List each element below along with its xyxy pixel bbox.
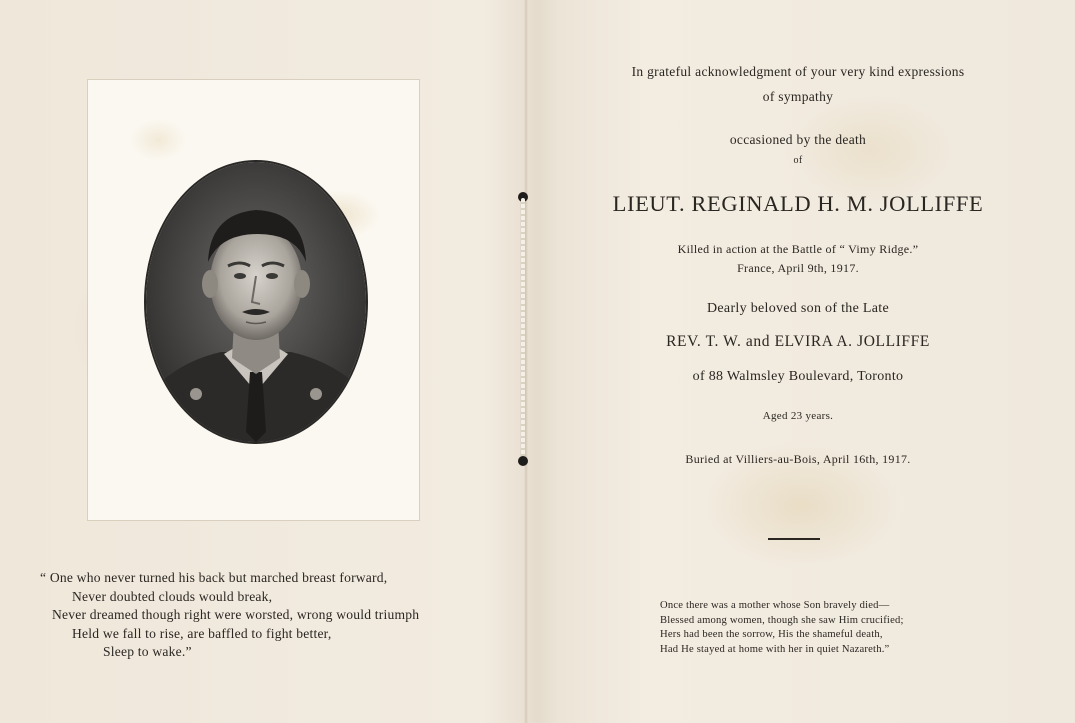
right-verse — [660, 599, 980, 657]
buried-line: Buried at Villiers-au-Bois, April 16th, 1917. — [685, 452, 911, 466]
portrait-photo — [144, 160, 368, 444]
occasioned-line: occasioned by the death — [729, 132, 867, 147]
of-line: of — [793, 155, 803, 166]
intro-line-1: In grateful acknowledgment of your very kind expressions — [631, 64, 965, 79]
left-verse-line: Sleep to wake.” — [103, 644, 192, 659]
photo-mount — [88, 80, 419, 520]
left-verse-line: Never dreamed though right were worsted, wrong would triumph — [52, 607, 420, 622]
left-verse — [40, 569, 480, 662]
killed-line-2: France, April 9th, 1917. — [737, 261, 859, 275]
binding-string — [521, 198, 525, 460]
left-verse-line: Held we fall to rise, are baffled to fight better, — [72, 625, 332, 641]
left-verse-line: “ One who never turned his back but marched breast forward, — [40, 570, 388, 585]
binding-cord — [518, 192, 528, 466]
beloved-line: Dearly beloved son of the Late — [707, 301, 889, 316]
left-verse-line: Never doubted clouds would break, — [72, 588, 273, 604]
right-verse-line: Once there was a mother whose Son bravely died— — [660, 600, 890, 611]
binding-hole-bottom — [518, 456, 528, 466]
deceased-name: LIEUT. REGINALD H. M. JOLLIFFE — [612, 191, 984, 216]
killed-line-1: Killed in action at the Battle of “ Vimy Ridge.” — [677, 242, 919, 256]
right-verse-line: Blessed among women, though she saw Him crucified; — [660, 614, 904, 626]
portrait-image — [146, 162, 366, 442]
address-line: of 88 Walmsley Boulevard, Toronto — [692, 369, 904, 384]
age-line: Aged 23 years. — [762, 410, 834, 422]
parents-line: REV. T. W. and ELVIRA A. JOLLIFFE — [666, 333, 930, 350]
right-verse-line: Hers had been the sorrow, His the shameful death, — [660, 629, 883, 640]
intro-line-2: of sympathy — [762, 89, 834, 104]
right-verse-line: Had He stayed at home with her in quiet Nazareth.” — [660, 643, 890, 655]
divider-rule — [768, 538, 820, 540]
